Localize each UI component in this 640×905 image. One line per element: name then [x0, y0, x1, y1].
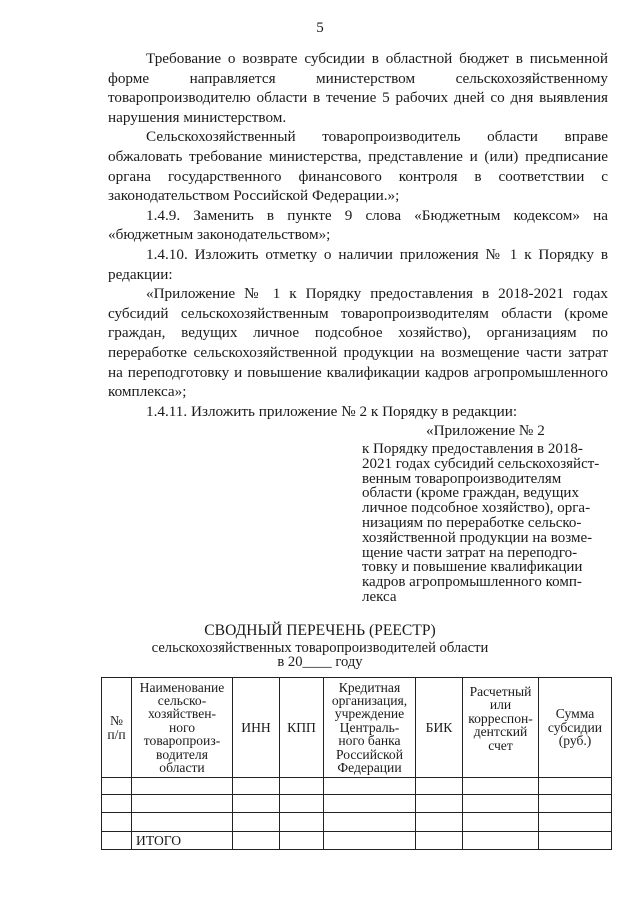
appendix-line: личное подсобное хозяйство), орга-: [362, 500, 591, 517]
table-cell: [416, 795, 463, 813]
appendix-2-header: [362, 421, 608, 605]
register-year-line: в 20____ году: [277, 654, 363, 670]
header-col-account: [463, 678, 539, 778]
table-cell: [280, 813, 324, 832]
appendix-line: лекса: [362, 588, 397, 605]
header-text: товаропроиз-: [143, 733, 221, 749]
table-cell: [102, 832, 132, 850]
table-cell: [280, 795, 324, 813]
total-label: ИТОГО: [132, 832, 233, 850]
header-text: Централь-: [339, 719, 400, 735]
paragraph-1-4-11: 1.4.11. Изложить приложение № 2 к Порядку в редакции:: [146, 402, 518, 420]
header-col-name: [132, 678, 233, 778]
appendix-title: «Приложение № 2: [426, 422, 545, 439]
appendix-line: хозяйственной продукции на возме-: [362, 529, 593, 546]
table-cell: [416, 778, 463, 795]
table-cell: [324, 813, 416, 832]
table-cell: [102, 795, 132, 813]
header-text: ИНН: [241, 719, 271, 735]
table-cell: [233, 832, 280, 850]
header-text: учреждение: [334, 706, 405, 722]
paragraph-appendix-1-text: «Приложение № 1 к Порядку предоставления в 2018-2021 годах субсидий сельскохозяйственным товаропроизводителям области (кроме граждан, ведущих личное подсобное хозяйство), организациям по переработке сельскохозяйственной продукции на возмещение части затрат на переподготовку и повышение квалификации кадров агропромышленного комплекса»;: [108, 285, 608, 401]
header-text: Федерации: [337, 760, 402, 776]
header-text: КПП: [287, 719, 316, 735]
header-text: Российской: [336, 746, 403, 762]
table-cell: [539, 795, 612, 813]
table-cell: [463, 795, 539, 813]
table-cell: [132, 795, 233, 813]
header-text: или: [489, 697, 512, 713]
appendix-line: венным товаропроизводителям: [362, 470, 562, 487]
header-text: сельско-: [157, 692, 207, 708]
header-col-amount: [539, 678, 612, 778]
table-cell: [280, 778, 324, 795]
header-text: (руб.): [558, 733, 592, 749]
table-cell: [132, 813, 233, 832]
header-text: Расчетный: [469, 684, 532, 699]
header-col-bik: [416, 678, 463, 778]
header-text: ного банка: [338, 733, 401, 749]
header-text: дентский: [473, 724, 528, 740]
header-col-credit-org: [324, 678, 416, 778]
appendix-line: кадров агропромышленного комп-: [362, 574, 582, 591]
paragraph-1-4-9: 1.4.9. Заменить в пункте 9 слова «Бюджетным кодексом» на «бюджетным законодательством»;: [108, 206, 608, 244]
table-cell: [539, 778, 612, 795]
appendix-line: щение части затрат на переподго-: [362, 544, 578, 561]
table-cell: [324, 778, 416, 795]
header-text: области: [159, 760, 205, 776]
appendix-line: низациям по переработке сельско-: [362, 514, 582, 531]
header-text: Сумма: [555, 706, 595, 722]
table-row: [102, 778, 612, 795]
appendix-line: товку и повышение квалификации: [362, 559, 583, 576]
table-cell: [102, 778, 132, 795]
page-number: 5: [316, 20, 324, 36]
register-subtitle: сельскохозяйственных товаропроизводителей области: [151, 640, 489, 656]
table-cell: [463, 778, 539, 795]
table-cell: [324, 832, 416, 850]
appendix-line: области (кроме граждан, ведущих: [362, 485, 579, 502]
header-text: БИК: [425, 719, 453, 735]
table-cell: [280, 832, 324, 850]
table-cell: [416, 813, 463, 832]
table-total-row: [102, 832, 612, 850]
header-text: хозяйствен-: [147, 706, 217, 722]
table-cell: [233, 795, 280, 813]
appendix-line: 2021 годах субсидий сельскохозяйст-: [362, 455, 600, 472]
paragraph-refund-requirement: Требование о возврате субсидии в областной бюджет в письменной форме направляется министерством сельскохозяйственному товаропроизводителю области в течение 5 рабочих дней со дня выявления нарушения министерством.: [108, 50, 608, 126]
register-table: [101, 677, 612, 850]
header-text: корреспон-: [468, 710, 533, 726]
header-text: ного: [168, 719, 196, 735]
header-col-inn: [233, 678, 280, 778]
table-cell: [416, 832, 463, 850]
header-col-kpp: [280, 678, 324, 778]
table-row: [102, 795, 612, 813]
table-cell: [102, 813, 132, 832]
paragraph-1-4-10: 1.4.10. Изложить отметку о наличии приложения № 1 к Порядку в редакции:: [108, 245, 608, 283]
header-text: Наименование: [139, 679, 225, 695]
table-row: [102, 813, 612, 832]
header-text: Кредитная: [338, 679, 401, 695]
table-cell: [539, 813, 612, 832]
paragraph-appeal-right: Сельскохозяйственный товаропроизводитель области вправе обжаловать требование министерства, представление и (или) предписание органа государственного финансового контроля в соответствии с законодательством Российской Федерации.»;: [108, 128, 608, 205]
appendix-line: к Порядку предоставления в 2018-: [362, 441, 583, 457]
table-header-row: [102, 678, 612, 778]
header-text: счет: [488, 737, 513, 753]
table-cell: [463, 813, 539, 832]
table-cell: [463, 832, 539, 850]
table-cell: [132, 778, 233, 795]
table-cell: [233, 813, 280, 832]
table-cell: [324, 795, 416, 813]
register-title: СВОДНЫЙ ПЕРЕЧЕНЬ (РЕЕСТР): [204, 622, 436, 639]
header-col-number: [102, 678, 132, 778]
table-cell: [539, 832, 612, 850]
document-body: [108, 49, 608, 421]
header-text: водителя: [156, 746, 208, 762]
header-text: субсидии: [547, 719, 603, 735]
header-text: п/п: [107, 726, 126, 742]
header-text: №: [110, 713, 123, 729]
table-cell: [233, 778, 280, 795]
header-text: организация,: [331, 692, 408, 708]
